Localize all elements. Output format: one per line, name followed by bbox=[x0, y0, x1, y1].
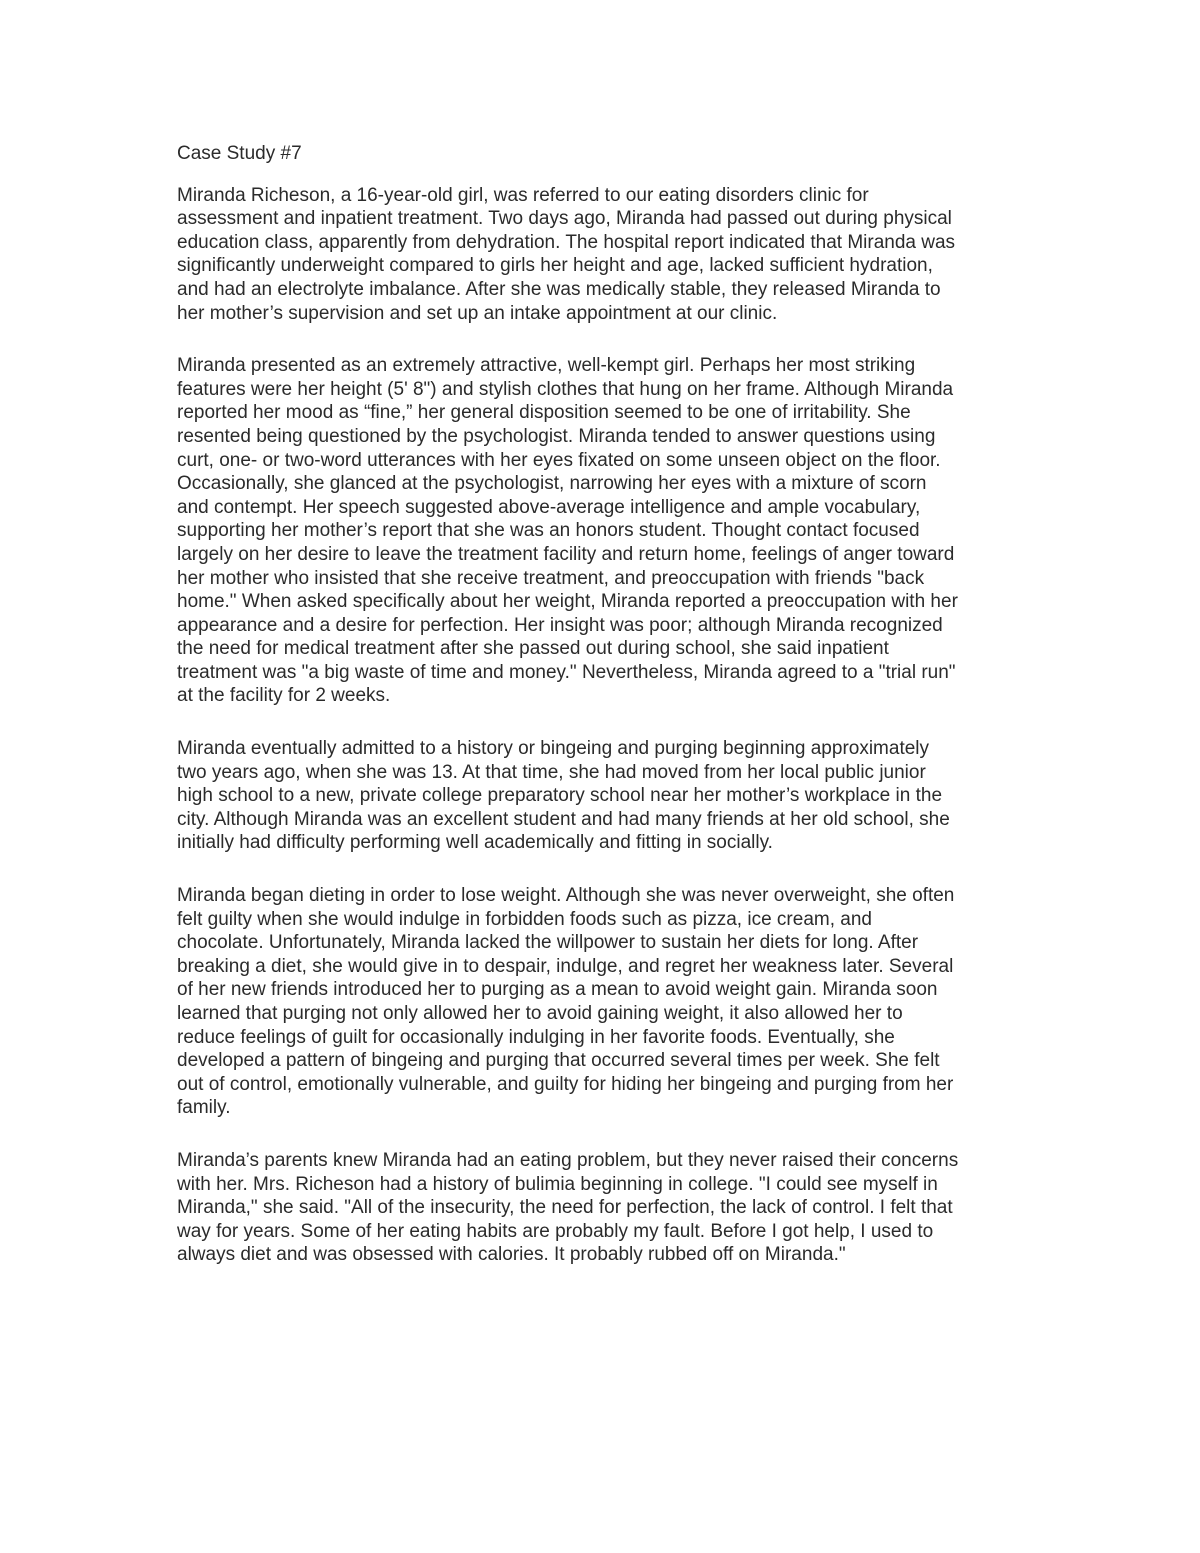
text-line: high school to a new, private college preparatory school near her mother’s workplace in the bbox=[177, 785, 943, 807]
text-line: resented being questioned by the psychologist. Miranda tended to answer questions using bbox=[177, 425, 936, 447]
text-line: assessment and inpatient treatment. Two days ago, Miranda had passed out during physical bbox=[177, 208, 952, 230]
text-line: Miranda began dieting in order to lose weight. Although she was never overweight, she often bbox=[177, 885, 955, 907]
text-line: breaking a diet, she would give in to despair, indulge, and regret her weakness later. Several bbox=[177, 955, 954, 977]
text-line: education class, apparently from dehydration. The hospital report indicated that Miranda was bbox=[177, 231, 956, 253]
text-line: and contempt. Her speech suggested above-average intelligence and ample vocabulary, bbox=[177, 496, 921, 518]
text-line: features were her height (5' 8") and stylish clothes that hung on her frame. Although Miranda bbox=[177, 378, 954, 400]
text-line: significantly underweight compared to girls her height and age, lacked sufficient hydration, bbox=[177, 255, 933, 277]
text-line: treatment was "a big waste of time and money." Nevertheless, Miranda agreed to a "trial run" bbox=[177, 661, 956, 683]
text-line: city. Although Miranda was an excellent student and had many friends at her old school, she bbox=[177, 808, 950, 830]
text-line: Miranda eventually admitted to a history or bingeing and purging beginning approximately bbox=[177, 738, 930, 760]
text-line: reported her mood as “fine,” her general disposition seemed to be one of irritability. She bbox=[177, 402, 911, 424]
text-line: learned that purging not only allowed her to avoid gaining weight, it also allowed her to bbox=[177, 1003, 903, 1024]
text-line: always diet and was obsessed with calories. It probably rubbed off on Miranda." bbox=[177, 1244, 846, 1266]
text-line: the need for medical treatment after she passed out during school, she said inpatient bbox=[177, 638, 889, 660]
text-line: way for years. Some of her eating habits are probably my fault. Before I got help, I used to bbox=[177, 1220, 934, 1242]
text-line: Miranda’s parents knew Miranda had an eating problem, but they never raised their concerns bbox=[177, 1149, 959, 1171]
text-line: and had an electrolyte imbalance. After she was medically stable, they released Miranda to bbox=[177, 278, 941, 300]
text-line: Miranda," she said. "All of the insecurity, the need for perfection, the lack of control. I felt that bbox=[177, 1197, 953, 1219]
text-line: curt, one- or two-word utterances with her eyes fixated on some unseen object on the floor. bbox=[177, 449, 941, 471]
text-line: of her new friends introduced her to purging as a mean to avoid weight gain. Miranda soon bbox=[177, 979, 938, 1001]
text-line: largely on her desire to leave the treatment facility and return home, feelings of anger toward bbox=[177, 543, 955, 565]
text-line: at the facility for 2 weeks. bbox=[177, 685, 391, 707]
text-line: chocolate. Unfortunately, Miranda lacked the willpower to sustain her diets for long. After bbox=[177, 932, 919, 954]
text-line: supporting her mother’s report that she was an honors student. Thought contact focused bbox=[177, 520, 920, 542]
text-line: initially had difficulty performing well academically and fitting in socially. bbox=[177, 832, 773, 854]
text-line: reduce feelings of guilt for occasionally indulging in her favorite foods. Eventually, she bbox=[177, 1026, 895, 1048]
text-line: out of control, emotionally vulnerable, and guilty for hiding her bingeing and purging from her bbox=[177, 1073, 954, 1095]
text-line: her mother who insisted that she receive treatment, and preoccupation with friends "back bbox=[177, 567, 925, 589]
text-line: Miranda Richeson, a 16-year-old girl, was referred to our eating disorders clinic for bbox=[177, 184, 869, 206]
paragraph-2 bbox=[177, 354, 1027, 708]
text-line: family. bbox=[177, 1097, 231, 1119]
text-line: two years ago, when she was 13. At that time, she had moved from her local public junior bbox=[177, 761, 926, 783]
text-line: her mother’s supervision and set up an intake appointment at our clinic. bbox=[177, 302, 778, 324]
document-title: Case Study #7 bbox=[177, 143, 302, 164]
paragraph-1 bbox=[177, 184, 1027, 326]
text-line: felt guilty when she would indulge in forbidden foods such as pizza, ice cream, and bbox=[177, 908, 872, 930]
text-line: home." When asked specifically about her weight, Miranda reported a preoccupation with her bbox=[177, 591, 958, 613]
document-body bbox=[177, 184, 1027, 1267]
text-line: Occasionally, she glanced at the psychologist, narrowing her eyes with a mixture of scorn bbox=[177, 473, 927, 495]
text-line: Miranda presented as an extremely attractive, well-kempt girl. Perhaps her most striking bbox=[177, 355, 916, 377]
paragraph-4 bbox=[177, 884, 1027, 1120]
document-page bbox=[177, 142, 1027, 1296]
text-line: with her. Mrs. Richeson had a history of bulimia beginning in college. "I could see myself in bbox=[177, 1173, 938, 1195]
paragraph-3 bbox=[177, 737, 1027, 855]
text-line: developed a pattern of bingeing and purging that occurred several times per week. She felt bbox=[177, 1050, 940, 1072]
text-line: appearance and a desire for perfection. Her insight was poor; although Miranda recognized bbox=[177, 614, 943, 636]
paragraph-5 bbox=[177, 1149, 1027, 1267]
